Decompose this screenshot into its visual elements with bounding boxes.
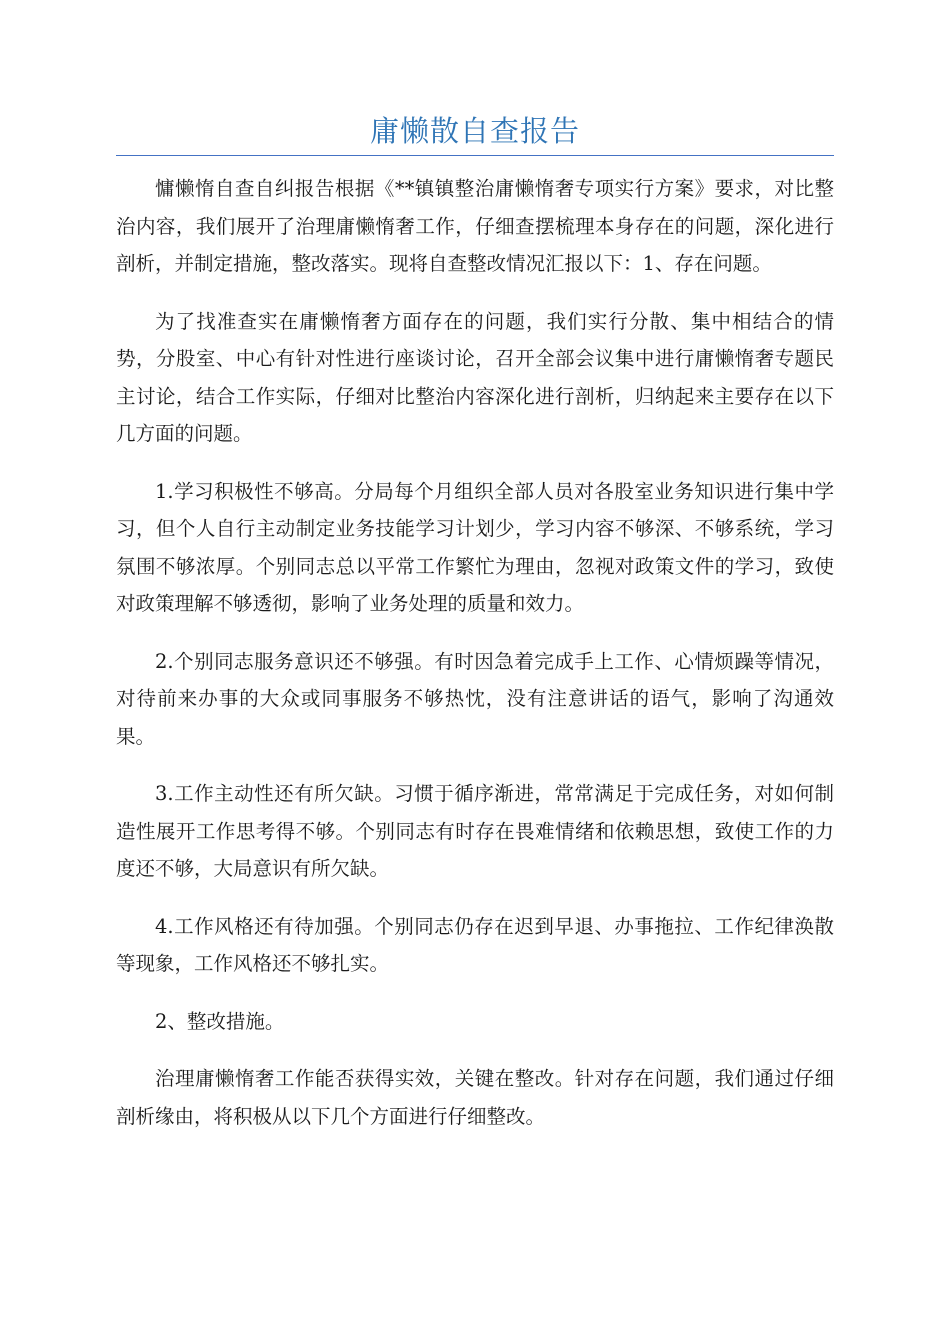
document-title: 庸懒散自查报告 (369, 114, 580, 148)
paragraph-method: 为了找准查实在庸懒惰奢方面存在的问题，我们实行分散、集中相结合的情势，分股室、中心有针对性进行座谈讨论，召开全部会议集中进行庸懒惰奢专题民主讨论，结合工作实际，仔细对比整治内容深化进行剖析，归纳起来主要存在以下几方面的问题。 (116, 309, 834, 445)
title-underline (116, 155, 834, 156)
paragraph-issue-3: 3.工作主动性还有所欠缺。习惯于循序渐进，常常满足于完成任务，对如何制造性展开工作思考得不够。个别同志有时存在畏难情绪和依赖思想，致使工作的力度还不够，大局意识有所欠缺。 (116, 782, 834, 880)
paragraph-intro: 慵懒惰自查自纠报告根据《**镇镇整治庸懒惰奢专项实行方案》要求，对比整治内容，我们展开了治理庸懒惰奢工作，仔细查摆梳理本身存在的问题，深化进行剖析，并制定措施，整改落实。现将自查整改情况汇报以下：1、存在问题。 (116, 177, 834, 275)
paragraph-issue-1: 1.学习积极性不够高。分局每个月组织全部人员对各股室业务知识进行集中学习，但个人自行主动制定业务技能学习计划少，学习内容不够深、不够系统，学习氛围不够浓厚。个别同志总以平常工作繁忙为理由，忽视对政策文件的学习，致使对政策理解不够透彻，影响了业务处理的质量和效力。 (116, 479, 834, 615)
section-heading-measures: 2、整改措施。 (155, 1009, 285, 1033)
document-body (116, 170, 834, 1155)
paragraph-measures: 治理庸懒惰奢工作能否获得实效，关键在整改。针对存在问题，我们通过仔细剖析缘由，将积极从以下几个方面进行仔细整改。 (116, 1067, 834, 1128)
paragraph-issue-4: 4.工作风格还有待加强。个别同志仍存在迟到早退、办事拖拉、工作纪律涣散等现象，工作风格还不够扎实。 (116, 914, 834, 975)
paragraph-issue-2: 2.个别同志服务意识还不够强。有时因急着完成手上工作、心情烦躁等情况，对待前来办事的大众或同事服务不够热忱，没有注意讲话的语气，影响了沟通效果。 (116, 649, 834, 748)
title-block (116, 108, 834, 156)
